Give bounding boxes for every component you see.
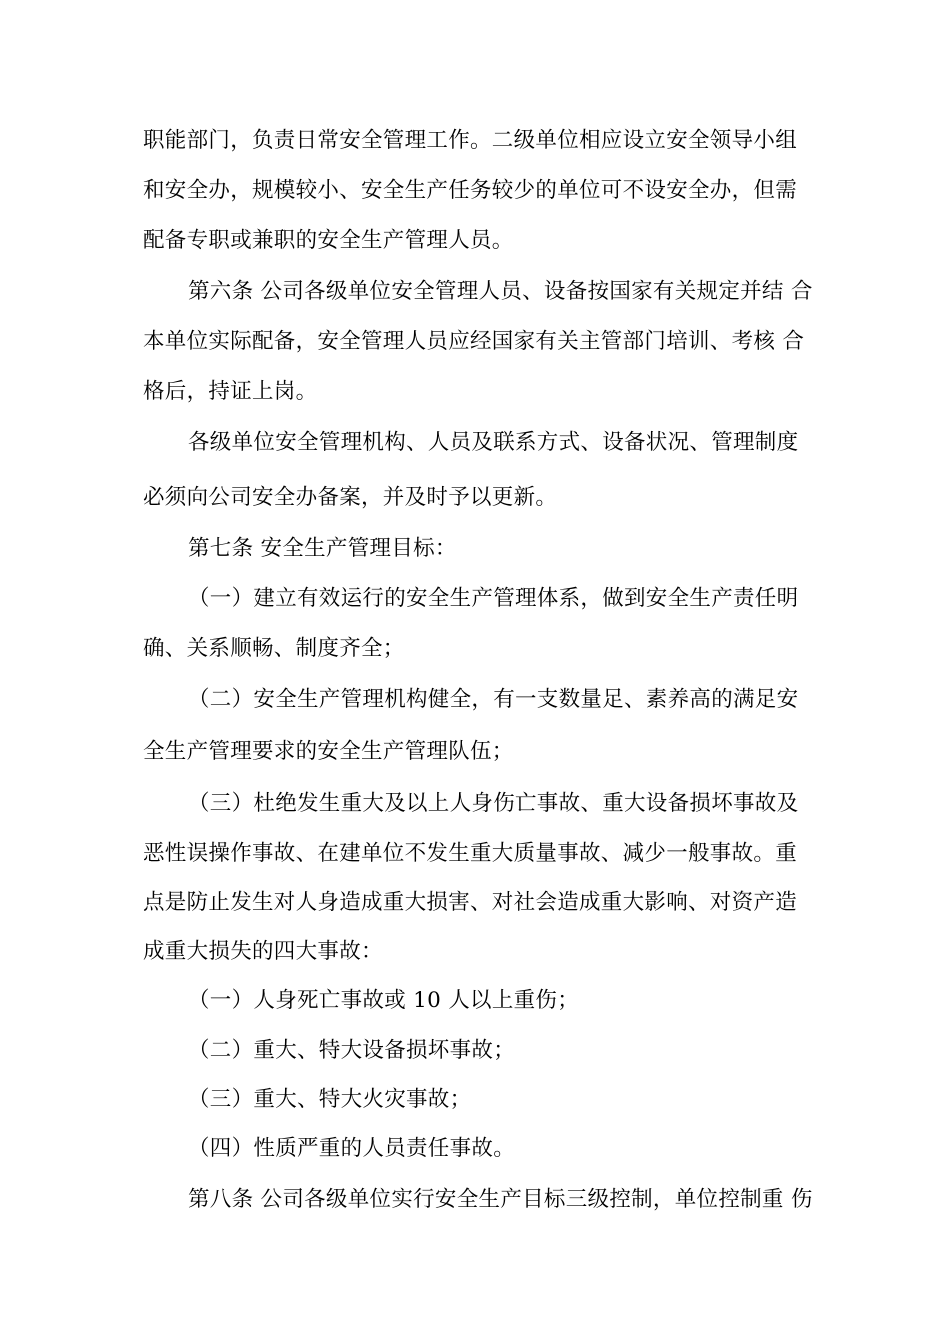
paragraph-line: 全生产管理要求的安全生产管理队伍； xyxy=(143,739,514,764)
list-item: （一）人身死亡事故或 10 人以上重伤； xyxy=(188,988,580,1013)
list-item: （三）杜绝发生重大及以上人身伤亡事故、重大设备损坏事故及 xyxy=(188,791,799,816)
paragraph-line: 必须向公司安全办备案，并及时予以更新。 xyxy=(143,485,558,510)
article-8-line: 第八条 公司各级单位实行安全生产目标三级控制，单位控制重 伤 xyxy=(188,1187,813,1212)
paragraph-line: 配备专职或兼职的安全生产管理人员。 xyxy=(143,228,514,253)
paragraph-line: 职能部门，负责日常安全管理工作。二级单位相应设立安全领导小组 xyxy=(143,128,798,153)
list-item: （一）建立有效运行的安全生产管理体系，做到安全生产责任明 xyxy=(188,586,799,611)
list-item: （二）安全生产管理机构健全，有一支数量足、素养高的满足安 xyxy=(188,687,799,712)
list-item: （四）性质严重的人员责任事故。 xyxy=(188,1136,516,1161)
paragraph-line: 和安全办，规模较小、安全生产任务较少的单位可不设安全办，但需 xyxy=(143,178,798,203)
paragraph-line: 点是防止发生对人身造成重大损害、对社会造成重大影响、对资产造 xyxy=(143,890,798,915)
paragraph-line: 各级单位安全管理机构、人员及联系方式、设备状况、管理制度 xyxy=(188,430,799,455)
paragraph-line: 本单位实际配备，安全管理人员应经国家有关主管部门培训、考核 合 xyxy=(143,329,805,354)
list-item: （三）重大、特大火灾事故； xyxy=(188,1087,472,1112)
article-7-heading: 第七条 安全生产管理目标： xyxy=(188,536,457,561)
paragraph-line: 确、关系顺畅、制度齐全； xyxy=(143,636,405,661)
paragraph-line: 成重大损失的四大事故： xyxy=(143,939,383,964)
paragraph-line: 格后，持证上岗。 xyxy=(143,379,318,404)
article-6-line: 第六条 公司各级单位安全管理人员、设备按国家有关规定并结 合 xyxy=(188,279,813,304)
paragraph-line: 恶性误操作事故、在建单位不发生重大质量事故、减少一般事故。重 xyxy=(143,841,798,866)
list-item: （二）重大、特大设备损坏事故； xyxy=(188,1038,516,1063)
